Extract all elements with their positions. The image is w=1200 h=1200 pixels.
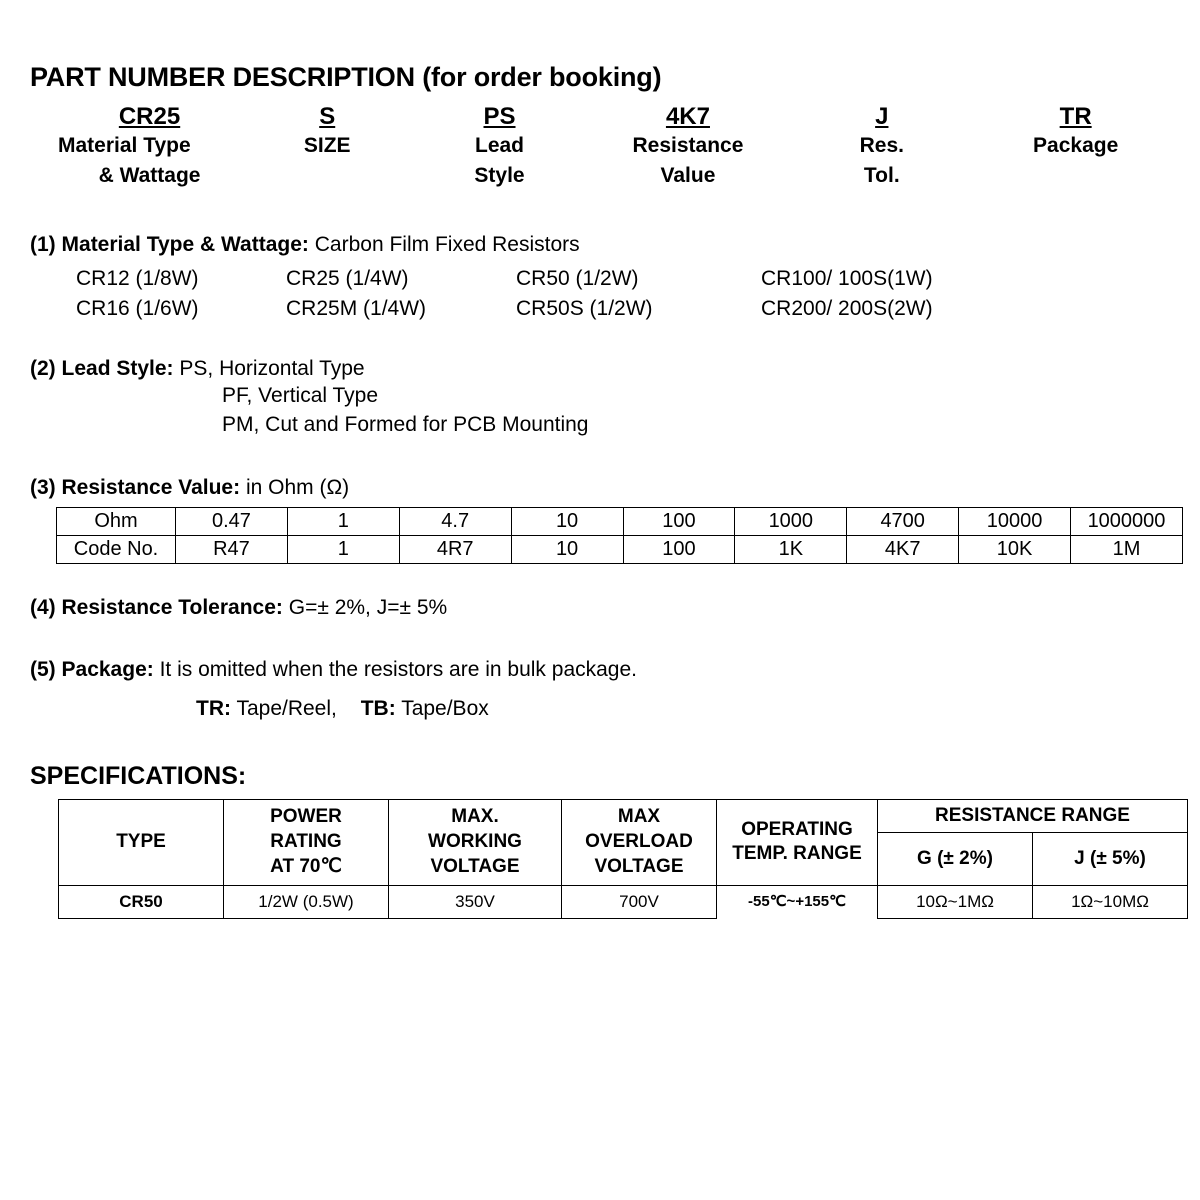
section-lead-title: Lead Style: xyxy=(61,356,174,380)
spec-cell-power-rating: 1/2W (0.5W) xyxy=(224,885,389,918)
section-material-number: (1) xyxy=(30,232,56,256)
spec-header-max-overload-voltage xyxy=(562,799,717,885)
part-label-tolerance-l2: Tol. xyxy=(863,163,900,187)
package-tb-label: TB: xyxy=(360,696,396,720)
resistance-ohm-cell: 4700 xyxy=(847,508,959,536)
part-label-size xyxy=(241,131,413,191)
section-lead-heading xyxy=(30,355,1170,382)
material-cell: CR200/ 200S(2W) xyxy=(761,297,933,321)
part-label-package-l1: Package xyxy=(1033,134,1119,157)
resistance-code-cell: 10K xyxy=(959,536,1071,564)
resistance-row-header-ohm: Ohm xyxy=(57,508,176,536)
part-code-package: TR xyxy=(1059,103,1092,130)
specifications-title: SPECIFICATIONS: xyxy=(30,761,247,790)
section-material-type xyxy=(30,231,1170,325)
part-label-resistance-l2: Value xyxy=(660,163,716,187)
spec-header-type: TYPE xyxy=(59,799,224,885)
spec-header-mwv-l3: VOLTAGE xyxy=(430,855,520,877)
resistance-value-table xyxy=(56,507,1183,564)
resistance-ohm-cell: 100 xyxy=(623,508,735,536)
part-label-material-l2: & Wattage xyxy=(98,163,201,187)
spec-header-power-l2: RATING xyxy=(270,831,342,853)
spec-cell-max-overload-voltage: 700V xyxy=(562,885,717,918)
spec-cell-max-working-voltage: 350V xyxy=(389,885,562,918)
table-row xyxy=(57,508,1183,536)
material-type-list xyxy=(76,264,1170,325)
lead-style-item-1: PS, Horizontal Type xyxy=(179,356,365,380)
spec-cell-range-j: 1Ω~10MΩ xyxy=(1033,885,1188,918)
resistance-code-cell: 100 xyxy=(623,536,735,564)
resistance-ohm-cell: 1000 xyxy=(735,508,847,536)
section-lead-number: (2) xyxy=(30,356,56,380)
section-tolerance-number: (4) xyxy=(30,596,56,620)
section-material-text: Carbon Film Fixed Resistors xyxy=(314,232,580,256)
spec-header-mwv-l1: MAX. xyxy=(451,806,499,828)
material-cell: CR50S (1/2W) xyxy=(516,297,653,321)
resistance-code-cell: 1 xyxy=(287,536,399,564)
part-number-description xyxy=(58,103,1178,191)
resistance-code-cell: R47 xyxy=(176,536,288,564)
spec-header-temp-l2: TEMP. RANGE xyxy=(732,843,862,865)
resistance-ohm-cell: 1000000 xyxy=(1071,508,1183,536)
page-title: PART NUMBER DESCRIPTION (for order booking) xyxy=(30,62,662,92)
package-tr-text: Tape/Reel, xyxy=(236,696,337,720)
section-resistance-heading xyxy=(30,474,1170,501)
part-label-resistance xyxy=(586,131,791,191)
resistance-row-header-code: Code No. xyxy=(57,536,176,564)
spec-cell-operating-temp: -55℃~+155℃ xyxy=(717,885,878,918)
lead-style-item-3: PM, Cut and Formed for PCB Mounting xyxy=(222,413,589,437)
section-package-number: (5) xyxy=(30,657,56,681)
package-tr-label: TR: xyxy=(196,696,231,720)
resistance-ohm-cell: 10 xyxy=(511,508,623,536)
spec-header-row xyxy=(59,799,1188,832)
section-resistance-number: (3) xyxy=(30,476,56,500)
spec-header-mov-l2: OVERLOAD xyxy=(585,831,693,853)
resistance-code-cell: 4K7 xyxy=(847,536,959,564)
part-label-package xyxy=(973,131,1178,191)
part-code-resistance: 4K7 xyxy=(665,103,710,130)
section-tolerance xyxy=(30,594,1170,621)
spec-header-power-l1: POWER xyxy=(270,806,342,828)
spec-header-operating-temp xyxy=(717,799,878,885)
spec-header-power-rating xyxy=(224,799,389,885)
part-label-resistance-l1: Resistance xyxy=(632,134,744,157)
part-number-code-row xyxy=(58,103,1178,131)
part-label-lead xyxy=(413,131,585,191)
resistance-code-cell: 4R7 xyxy=(399,536,511,564)
section-material-heading xyxy=(30,231,1170,258)
section-package xyxy=(30,656,1170,724)
part-code-size: S xyxy=(319,103,336,130)
part-label-lead-l2: Style xyxy=(474,163,525,187)
package-options xyxy=(196,695,1170,724)
resistance-ohm-cell: 0.47 xyxy=(176,508,288,536)
spec-header-power-l3: AT 70℃ xyxy=(270,855,342,877)
part-label-material-l1: Material Type xyxy=(58,134,191,157)
part-label-tolerance xyxy=(790,131,973,191)
spec-cell-type: CR50 xyxy=(59,885,224,918)
section-package-text: It is omitted when the resistors are in bulk package. xyxy=(159,657,637,681)
resistance-code-cell: 1M xyxy=(1071,536,1183,564)
section-resistance-value xyxy=(30,474,1170,564)
spec-header-mov-l3: VOLTAGE xyxy=(594,855,684,877)
material-row xyxy=(76,264,1170,294)
part-label-lead-l1: Lead xyxy=(475,134,525,157)
section-tolerance-title: Resistance Tolerance: xyxy=(61,596,283,620)
section-material-title: Material Type & Wattage: xyxy=(61,232,309,256)
part-label-material xyxy=(58,131,241,191)
spec-header-max-working-voltage xyxy=(389,799,562,885)
material-cell: CR12 (1/8W) xyxy=(76,266,199,290)
material-cell: CR100/ 100S(1W) xyxy=(761,266,933,290)
material-cell: CR50 (1/2W) xyxy=(516,266,639,290)
part-label-size-l1: SIZE xyxy=(303,134,351,157)
spec-header-mov-l1: MAX xyxy=(617,806,661,828)
spec-cell-range-g: 10Ω~1MΩ xyxy=(878,885,1033,918)
part-number-label-row xyxy=(58,131,1178,191)
lead-style-item-2: PF, Vertical Type xyxy=(222,384,379,408)
part-label-tolerance-l1: Res. xyxy=(859,134,904,157)
resistance-code-cell: 10 xyxy=(511,536,623,564)
material-row xyxy=(76,294,1170,324)
section-lead-style xyxy=(30,355,1170,440)
lead-style-list xyxy=(222,382,1170,440)
section-tolerance-text: G=± 2%, J=± 5% xyxy=(288,596,448,620)
section-package-title: Package: xyxy=(61,657,154,681)
resistance-ohm-cell: 4.7 xyxy=(399,508,511,536)
part-code-lead: PS xyxy=(483,103,516,130)
material-cell: CR25M (1/4W) xyxy=(286,297,427,321)
section-resistance-text: in Ohm (Ω) xyxy=(245,476,350,500)
package-tb-text: Tape/Box xyxy=(401,696,489,720)
resistance-code-cell: 1K xyxy=(735,536,847,564)
section-resistance-title: Resistance Value: xyxy=(61,476,241,500)
spec-header-resistance-range: RESISTANCE RANGE xyxy=(878,799,1188,832)
spec-header-temp-l1: OPERATING xyxy=(741,818,853,840)
spec-header-range-j: J (± 5%) xyxy=(1033,832,1188,885)
table-row xyxy=(59,885,1188,918)
section-tolerance-heading xyxy=(30,594,1170,621)
material-cell: CR25 (1/4W) xyxy=(286,266,409,290)
resistance-ohm-cell: 1 xyxy=(287,508,399,536)
spec-header-mwv-l2: WORKING xyxy=(428,831,522,853)
material-cell: CR16 (1/6W) xyxy=(76,297,199,321)
section-package-heading xyxy=(30,656,1170,683)
resistance-ohm-cell: 10000 xyxy=(959,508,1071,536)
table-row xyxy=(57,536,1183,564)
specifications-table xyxy=(58,799,1188,919)
part-code-tolerance: J xyxy=(875,103,889,130)
part-code-material: CR25 xyxy=(118,103,181,130)
spec-header-range-g: G (± 2%) xyxy=(878,832,1033,885)
